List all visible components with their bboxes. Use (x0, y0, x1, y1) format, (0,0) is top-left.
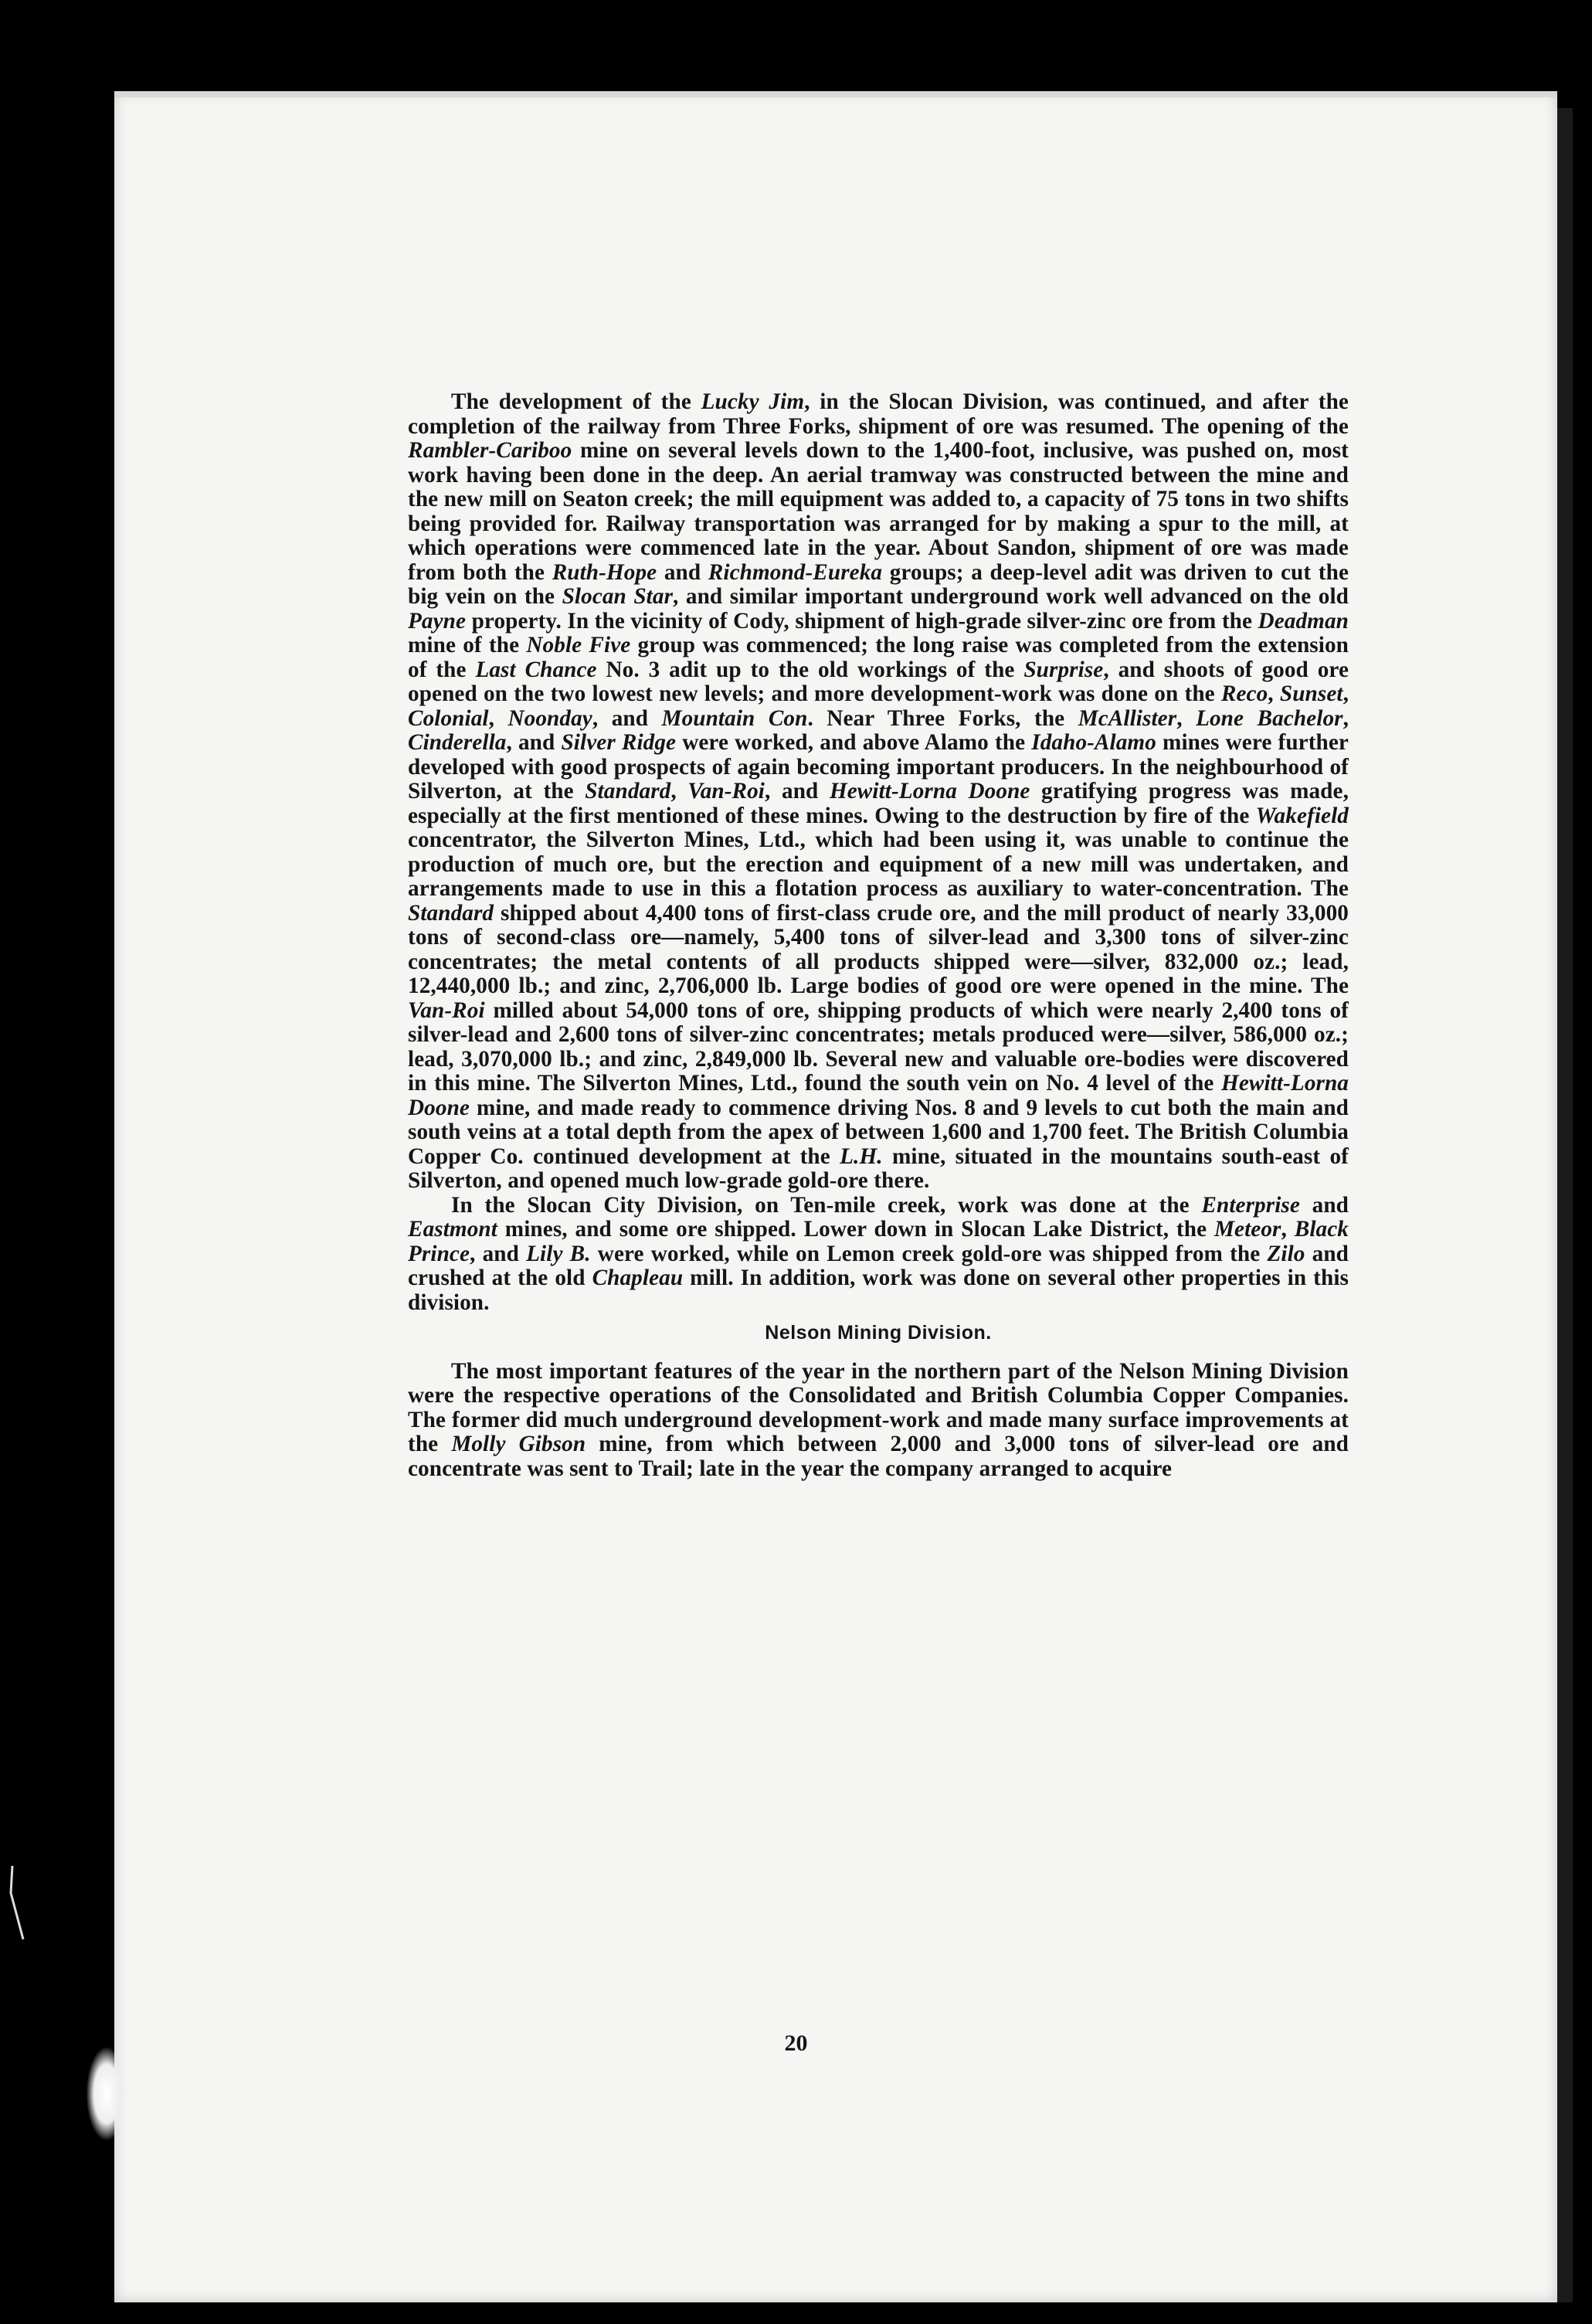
mine-name: Ruth-Hope (552, 559, 657, 585)
mine-name: Sunset (1279, 681, 1343, 706)
mine-name: Cinderella (408, 730, 507, 755)
mine-name: Lily B. (526, 1241, 591, 1266)
mine-name: Lone Bachelor (1196, 705, 1343, 731)
mine-name: Colonial (408, 705, 489, 731)
mine-name: Zilo (1267, 1241, 1305, 1266)
mine-name: McAllister (1078, 705, 1177, 731)
mine-name: Last Chance (475, 657, 597, 682)
mine-name: Hewitt-Lorna Doone (408, 1071, 1349, 1120)
mine-name: Idaho-Alamo (1031, 730, 1156, 755)
mine-name: Standard (408, 900, 494, 926)
mine-name: Black Prince (408, 1217, 1349, 1266)
mine-name: Meteor (1214, 1217, 1281, 1242)
paragraph-slocan-city: In the Slocan City Division, on Ten-mile creek, work was done at the Enterprise and Eastmont mines, and some ore shipped. Lower down in Slocan Lake District, the Meteor, Black Prince, and Lily B. were worked, while on Lemon creek gold-ore was shipped from the Zilo and crushed at the old Chapleau mill. In addition, work was done on several other properties in this division. (408, 1192, 1349, 1315)
mine-name: Reco (1220, 681, 1268, 706)
mine-name: Richmond-Eureka (708, 559, 883, 585)
body-text (408, 390, 1349, 1481)
mine-name: Payne (408, 608, 467, 634)
mine-name: Rambler-Cariboo (408, 438, 572, 463)
mine-name: Noble Five (526, 633, 631, 657)
paragraph-nelson: The most important features of the year in the northern part of the Nelson Mining Division were the respective operations of the Consolidated and British Columbia Copper Companies. The former did much underground development-work and made many surface improvements at the Molly Gibson mine, from which between 2,000 and 3,000 tons of silver-lead ore and concentrate was sent to Trail; late in the year the company arranged to acquire (408, 1358, 1349, 1481)
page-top-edge (114, 91, 1557, 97)
mine-name: Wakefield (1255, 803, 1349, 828)
mine-name: Silver Ridge (561, 730, 677, 755)
mine-name: Surprise (1023, 657, 1104, 682)
scan-mark (5, 1862, 36, 1947)
mine-name: Standard (585, 779, 671, 804)
binding-shadow (1557, 108, 1573, 2302)
paragraph-slocan: The development of the Lucky Jim, in the Slocan Division, was continued, and after the completion of the railway from Three Forks, shipment of ore was resumed. The opening of the Rambler-Cariboo mine on several levels down to the 1,400-foot, inclusive, was pushed on, most work having been done in the deep. An aerial tramway was constructed between the mine and the new mill on Seaton creek; the mill equipment was added to, a capacity of 75 tons in two shifts being provided for. Railway transportation was arranged for by making a spur to the mill, at which operations were commenced late in the year. About Sandon, shipment of ore was made from both the Ruth-Hope and Richmond-Eureka groups; a deep-level adit was driven to cut the big vein on the Slocan Star, and similar important underground work well advanced on the old Payne property. In the vicinity of Cody, shipment of high-grade silver-zinc ore from the Deadman mine of the Noble Five group was commenced; the long raise was completed from the extension of the Last Chance No. 3 adit up to the old workings of the Surprise, and shoots of good ore opened on the two lowest new levels; and more development-work was done on the Reco, Sunset, Colonial, Noonday, and Mountain Con. Near Three Forks, the McAllister, Lone Bachelor, Cinderella, and Silver Ridge were worked, and above Alamo the Idaho-Alamo mines were further developed with good prospects of again becoming important producers. In the neighbourhood of Silverton, at the Standard, Van-Roi, and Hewitt-Lorna Doone gratifying progress was made, especially at the first mentioned of these mines. Owing to the destruction by fire of the Wakefield concentrator, the Silverton Mines, Ltd., which had been using it, was unable to continue the production of much ore, but the erection and equipment of a new mill was undertaken, and arrangements made to use in this a flotation process as auxiliary to water-concentration. The Standard shipped about 4,400 tons of first-class crude ore, and the mill product of nearly 33,000 tons of second-class ore—namely, 5,400 tons of silver-lead and 3,300 tons of silver-zinc concentrates; the metal contents of all products shipped were—silver, 832,000 oz.; lead, 12,440,000 lb.; and zinc, 2,706,000 lb. Large bodies of good ore were opened in the mine. The Van-Roi milled about 54,000 tons of ore, shipping products of which were nearly 2,400 tons of silver-lead and 2,600 tons of silver-zinc concentrates; metals produced were—silver, 586,000 oz.; lead, 3,070,000 lb.; and zinc, 2,849,000 lb. Several new and valuable ore-bodies were discovered in this mine. The Silverton Mines, Ltd., found the south vein on No. 4 level of the Hewitt-Lorna Doone mine, and made ready to commence driving Nos. 8 and 9 levels to cut both the main and south veins at a total depth from the apex of between 1,600 and 1,700 feet. The British Columbia Copper Co. continued development at the L.H. mine, situated in the mountains south-east of Silverton, and opened much low-grade gold-ore there. (408, 389, 1349, 1193)
mine-name: L.H. (840, 1143, 883, 1169)
mine-name: Deadman (1258, 608, 1349, 634)
mine-name: Eastmont (408, 1217, 497, 1242)
mine-name: Chapleau (592, 1266, 684, 1290)
mine-name: Hewitt-Lorna Doone (829, 779, 1030, 804)
mine-name: Van-Roi (408, 997, 485, 1023)
mine-name: Mountain Con (661, 705, 808, 731)
mine-name: Noonday (507, 705, 592, 731)
mine-name: Enterprise (1201, 1192, 1300, 1218)
mine-name: Slocan Star (562, 584, 674, 609)
section-heading-nelson: Nelson Mining Division. (765, 1322, 992, 1344)
scan-smudge (87, 2047, 127, 2140)
mine-name: Lucky Jim (701, 389, 805, 414)
page-number: 20 (784, 2030, 808, 2056)
mine-name: Van-Roi (687, 779, 765, 804)
mine-name: Molly Gibson (451, 1432, 586, 1456)
